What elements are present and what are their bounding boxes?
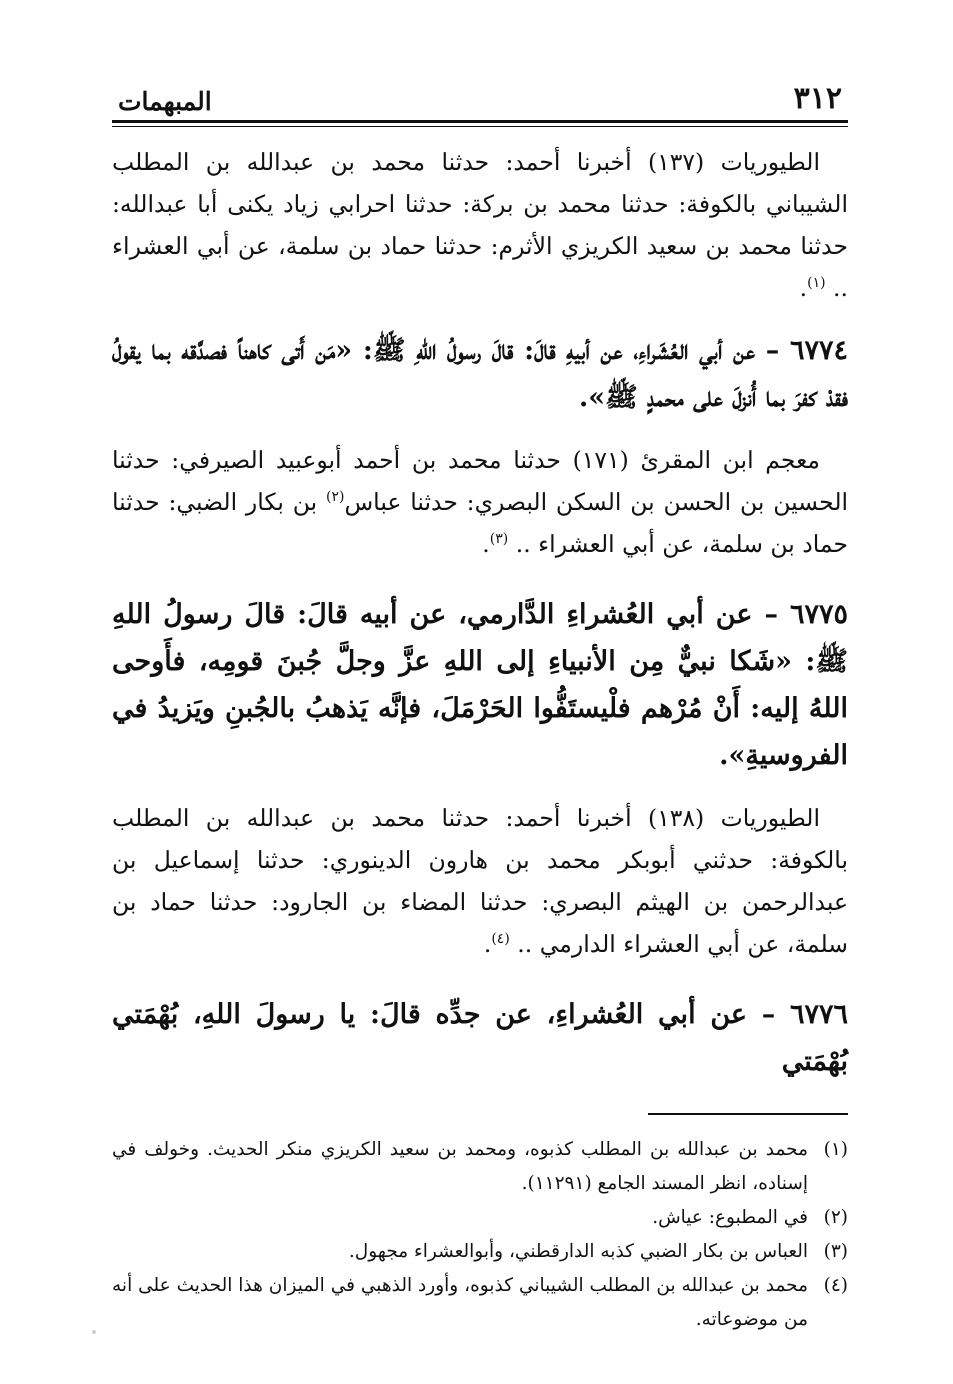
footnote-ref-4: (٤) [491,931,510,948]
isnad-text-before: معجم ابن المقرئ (١٧١) حدثنا محمد بن أحمد أبوعبيد الصيرفي: حدثنا الحسين بن الحسن بن السكن البصري: حدثنا عباس [112,446,849,516]
isnad-paragraph-3: الطيوريات (١٣٨) أخبرنا أحمد: حدثنا محمد بن عبدالله بن المطلب بالكوفة: حدثني أبوبكر محمد بن هارون الدينوري: حدثنا إسماعيل بن عبدالرحمن بن الهيثم البصري: حدثنا المضاء بن الجارود: حدثنا حماد بن سلمة، عن أبي العشراء الدارمي .. $^{(٤)}$. [112,804,848,958]
footnote-number: (٤) [823,1275,848,1296]
footnote-3 [112,1235,848,1269]
footnote-separator [648,1113,848,1115]
scan-speck [92,1330,96,1334]
hadith-6776: ٦٧٧٦ – عن أبي العُشراءِ، عن جدِّه قالَ: يا رسولَ اللهِ، بُهْمَتي بُهْمَتي [112,999,848,1077]
footnote-text: في المطبوع: عياش. [652,1207,808,1228]
hadith-6774: ٦٧٧٤ – عن أبي العُشَراءِ، عن أبيهِ قالَ: قالَ رسولُ اللهِ ﷺ: «مَن أَتى كاهناً فصدَّقه بما يقولُ فقدْ كفرَ بما أُنزلَ على محمدٍ ﷺ». [112,335,848,413]
footnote-2 [112,1201,848,1235]
footnote-1 [112,1133,848,1201]
book-page [112,72,848,1337]
footnote-ref-2: (٢) [326,489,345,506]
footnote-text: محمد بن عبدالله بن المطلب الشيباني كذبوه، وأورد الذهبي في الميزان هذا الحديث على أنه من موضوعاته. [112,1275,808,1330]
footnote-text: محمد بن عبدالله بن المطلب كذبوه، ومحمد بن سعيد الكريزي منكر الحديث. وخولف في إسناده، انظر المسند الجامع (١١٢٩١). [112,1139,808,1194]
footnote-ref-3: (٣) [489,531,509,548]
footnote-4 [112,1269,848,1337]
isnad-paragraph-2: معجم ابن المقرئ (١٧١) حدثنا محمد بن أحمد أبوعبيد الصيرفي: حدثنا الحسين بن الحسن بن السكن البصري: حدثنا عباس$^{(٢)}$ بن بكار الضبي: حدثنا حماد بن سلمة، عن أبي العشراء .. $^{(٣)}$. [112,446,849,558]
isnad-text: الطيوريات (١٣٧) أخبرنا أحمد: حدثنا محمد بن عبدالله بن المطلب الشيباني بالكوفة: حدثنا محمد بن بركة: حدثنا احرابي زياد يكنى أبا عبدالله: حدثنا محمد بن سعيد الكريزي الأثرم: حدثنا حماد بن سلمة، عن أبي العشراء .. [112,148,848,302]
hadith-6775: ٦٧٧٥ – عن أبي العُشراءِ الدَّارمي، عن أبيه قالَ: قالَ رسولُ اللهِ ﷺ: «شَكا نبيٌّ مِن الأنبياءِ إلى اللهِ عزَّ وجلَّ جُبنَ قومِه، فأَوحى اللهُ إليه: أَنْ مُرْهم فلْيستَفُّوا الحَرْمَلَ، فإنَّه يَذهبُ بالجُبنِ ويَزيدُ في الفروسيةِ». [112,599,848,771]
footnote-number: (٣) [823,1241,848,1262]
isnad-text-after: بن بكار الضبي: حدثنا حماد بن سلمة، عن أبي العشراء .. [112,488,848,558]
running-header [112,72,848,116]
footnote-ref-1: (١) [807,275,826,292]
running-title: المبهمات [118,87,212,116]
footnotes [112,1133,848,1337]
footnote-number: (٢) [823,1207,848,1228]
isnad-text: الطيوريات (١٣٨) أخبرنا أحمد: حدثنا محمد بن عبدالله بن المطلب بالكوفة: حدثني أبوبكر محمد بن هارون الدينوري: حدثنا إسماعيل بن عبدالرحمن بن الهيثم البصري: حدثنا المضاء بن الجارود: حدثنا حماد بن سلمة، عن أبي العشراء الدارمي .. [112,804,848,958]
footnote-text: العباس بن بكار الضبي كذبه الدارقطني، وأبوالعشراء مجهول. [348,1241,808,1262]
footnote-number: (١) [823,1139,848,1160]
page-number: ٣١٢ [793,81,842,116]
header-rule [112,120,848,127]
isnad-paragraph-1: الطيوريات (١٣٧) أخبرنا أحمد: حدثنا محمد بن عبدالله بن المطلب الشيباني بالكوفة: حدثنا محمد بن بركة: حدثنا احرابي زياد يكنى أبا عبدالله: حدثنا محمد بن سعيد الكريزي الأثرم: حدثنا حماد بن سلمة، عن أبي العشراء .. $^{(١)}$. [112,148,848,302]
